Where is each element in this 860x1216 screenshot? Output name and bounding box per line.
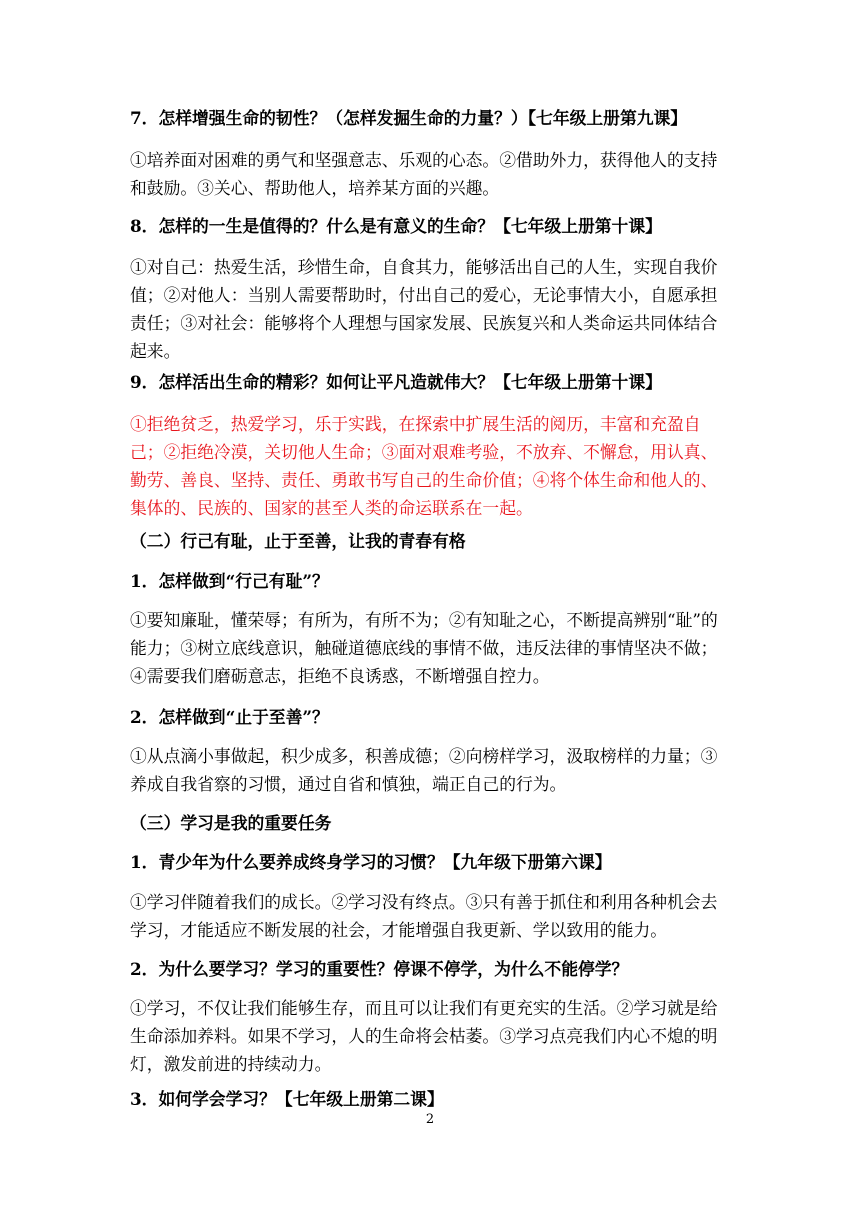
answer-8: ①对自己：热爱生活，珍惜生命，自食其力，能够活出自己的人生，实现自我价值；②对他人：当别人需要帮助时，付出自己的爱心，无论事情大小，自愿承担责任；③对社会：能够将个人理想与国家发展、民族复兴和人类命运共同体结合起来。 — [130, 257, 718, 361]
question-3-1: 1．青少年为什么要养成终身学习的习惯？【九年级下册第六课】 — [130, 852, 612, 872]
answer-3-1: ①学习伴随着我们的成长。②学习没有终点。③只有善于抓住和利用各种机会去学习，才能适应不断发展的社会，才能增强自我更新、学以致用的能力。 — [130, 892, 718, 940]
section-heading-3: （三）学习是我的重要任务 — [130, 813, 332, 833]
answer-7: ①培养面对困难的勇气和坚强意志、乐观的心态。②借助外力，获得他人的支持和鼓励。③关心、帮助他人，培养某方面的兴趣。 — [130, 150, 718, 198]
question-8: 8．怎样的一生是值得的？什么是有意义的生命？【七年级上册第十课】 — [130, 216, 662, 236]
question-3-3: 3．如何学会学习？【七年级上册第二课】 — [130, 1089, 444, 1109]
question-3-2: 2．为什么要学习？学习的重要性？停课不停学，为什么不能停学？ — [130, 959, 629, 979]
answer-3-2: ①学习，不仅让我们能够生存，而且可以让我们有更充实的生活。②学习就是给生命添加养料。如果不学习，人的生命将会枯萎。③学习点亮我们内心不熄的明灯，激发前进的持续动力。 — [130, 998, 718, 1074]
question-2-2: 2．怎样做到“止于至善”？ — [130, 707, 329, 727]
answer-2-1: ①要知廉耻，懂荣辱；有所为，有所不为；②有知耻之心，不断提高辨别“耻”的能力；③树立底线意识，触碰道德底线的事情不做，违反法律的事情坚决不做；④需要我们磨砺意志，拒绝不良诱惑，不断增强自控力。 — [130, 610, 718, 686]
question-7: 7．怎样增强生命的韧性？（怎样发掘生命的力量？）【七年级上册第九课】 — [130, 108, 688, 128]
page-number: 2 — [425, 1112, 435, 1127]
answer-9: ①拒绝贫乏，热爱学习，乐于实践，在探索中扩展生活的阅历，丰富和充盈自己；②拒绝冷漠，关切他人生命；③面对艰难考验，不放弃、不懈怠，用认真、勤劳、善良、坚持、责任、勇敢书写自己的生命价值；④将个体生命和他人的、集体的、民族的、国家的甚至人类的命运联系在一起。 — [130, 414, 718, 518]
question-2-1: 1．怎样做到“行己有耻”？ — [130, 571, 329, 591]
section-heading-2: （二）行己有耻，止于至善，让我的青春有格 — [130, 531, 466, 551]
question-9: 9．怎样活出生命的精彩？如何让平凡造就伟大？【七年级上册第十课】 — [130, 372, 662, 392]
answer-2-2: ①从点滴小事做起，积少成多，积善成德；②向榜样学习，汲取榜样的力量；③养成自我省察的习惯，通过自省和慎独，端正自己的行为。 — [130, 746, 718, 794]
